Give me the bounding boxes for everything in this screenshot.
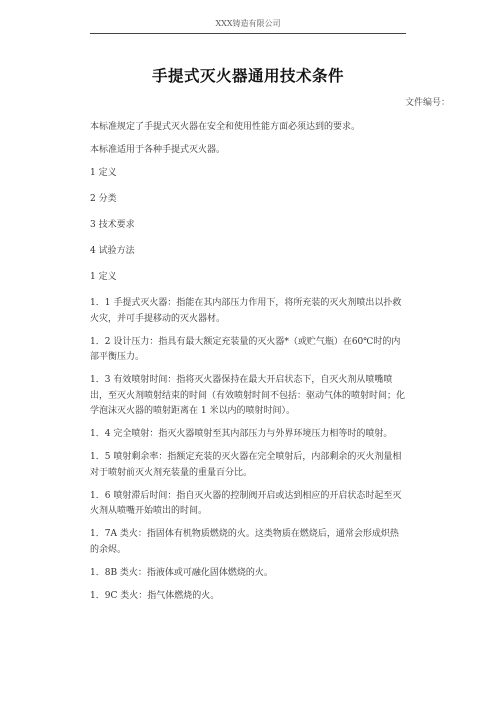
toc-item-definitions: 1 定义	[90, 168, 117, 178]
document-body	[90, 120, 406, 612]
page-header	[90, 18, 406, 34]
definition-1-9: 1．9C 类火：指气体燃烧的火。	[90, 590, 220, 601]
company-name: XXX铸造有限公司	[215, 19, 281, 28]
definition-1-4: 1．4 完全喷射：指灭火器喷射至其内部压力与外界环境压力相等时的喷射。	[90, 429, 393, 439]
definition-1-5: 1．5 喷射剩余率：指额定充装的灭火器在完全喷射后，内部剩余的灭火剂量相对于喷射前灭火剂充装量的重量百分比。	[90, 452, 402, 478]
definition-1-3: 1．3 有效喷射时间：指将灭火器保持在最大开启状态下，自灭火剂从喷嘴喷出，至灭火剂喷射结束的时间（有效喷射时间不包括：驱动气体的喷射时间；化学泡沫灭火器的喷射距离在 1 米以内的喷射时间）。	[90, 375, 406, 416]
definition-1-6: 1．6 喷射滞后时间：指自灭火器的控制阀开启或达到相应的开启状态时起至灭火剂从喷嘴开始喷出的时间。	[90, 490, 402, 516]
document-number-label: 文件编号：	[404, 98, 450, 108]
definition-1-1: 1．1 手提式灭火器：指能在其内部压力作用下，将所充装的灭火剂喷出以扑救火灾，并可手提移动的灭火器材。	[90, 298, 402, 324]
definition-1-7: 1．7A 类火：指固体有机物质燃烧的火。这类物质在燃烧后，通常会形成炽热的余烬。	[90, 529, 399, 555]
intro-applicability-paragraph: 本标准适用于各种手提式灭火器。	[90, 145, 226, 155]
intro-scope-paragraph: 本标准规定了手提式灭火器在安全和使用性能方面必须达到的要求。	[90, 122, 361, 132]
definition-1-8: 1．8B 类火：指液体或可融化固体燃烧的火。	[90, 567, 273, 578]
toc-item-classification: 2 分类	[90, 194, 117, 204]
toc-item-technical-requirements: 3 技术要求	[90, 220, 135, 230]
document-title: 手提式灭火器通用技术条件	[151, 66, 344, 85]
definition-1-2: 1．2 设计压力：指具有最大额定充装量的灭火器*（或贮气瓶）在60℃时的内部平衡压力。	[90, 336, 401, 362]
toc-item-test-methods: 4 试验方法	[90, 246, 135, 256]
section-heading-definitions: 1 定义	[90, 272, 117, 282]
